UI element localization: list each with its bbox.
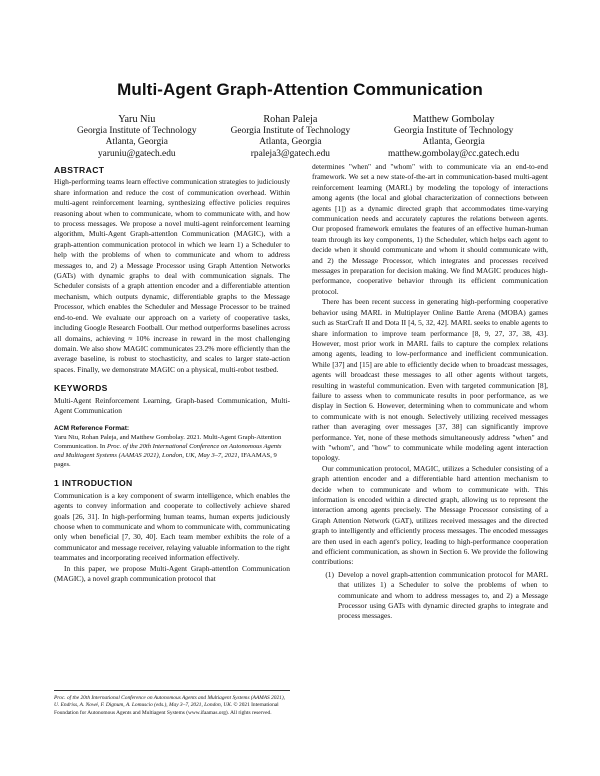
contribution-item <box>312 570 548 622</box>
contribution-text: Develop a novel graph-attention communication protocol for MARL that utilizes 1) a Scheduler to solve the problems of when to communicate and whom to address messages to, and 2) a Message Processor using GATs with dynamic directed graphs to integrate and process messages. <box>338 569 548 621</box>
author-location: Atlanta, Georgia <box>422 137 485 147</box>
author-affiliation: Georgia Institute of Technology <box>230 125 351 136</box>
abstract-text: High-performing teams learn effective communication strategies to judiciously share information and reduce the cost of communication overhead. Within multi-agent reinforcement learning, synthesizing effective policies requires reasoning about when to communicate, whom to communicate with, and how to process messages. We propose a novel multi-agent reinforcement learning algorithm, Multi-Agent Graph-attentIon Communication (MAGIC), with a graph-attention communication protocol in which we learn 1) a Scheduler to help with the problems of when to communicate and whom to address messages to, and 2) a Message Processor using Graph Attention Networks (GATs) with dynamic graphs to deal with communication signals. The Scheduler consists of a graph attention encoder and a differentiable attention mechanism, which outputs dynamic, differentiable graphs to the Message Processor, which enables the Scheduler and Message Processor to be trained end-to-end. We evaluate our approach on a variety of cooperative tasks, including Google Research Football. Our method outperforms baselines across all domains, achieving ≈ 10% increase in reward in the most challenging domain. We also show MAGIC communicates 23.2% more efficiently than the average baseline, is robust to stochasticity, and scales to larger state-action spaces. Finally, we demonstrate MAGIC on a physical, multi-robot testbed. <box>54 177 290 374</box>
left-column <box>54 165 290 584</box>
author-2 <box>214 114 368 160</box>
keywords-text: Multi-Agent Reinforcement Learning, Graph-based Communication, Multi-Agent Communication <box>54 395 290 415</box>
right-paragraph-3: Our communication protocol, MAGIC, utilizes a Scheduler consisting of a graph attention encoder and a differentiable hard attention mechanism to decide when to communicate and whom to communicate with. This information is encoded within a directed graph, allowing us to represent the interaction among agents precisely. The Message Processor consisting of a Graph Attention Network (GAT), utilizes received messages and the directed graph to intelligently and efficiently process messages. The encoded messages are then used in each agent's policy, leading to high-performance cooperation and efficient communication, as shown in Section 6. We provide the following contributions: <box>312 463 548 567</box>
author-3 <box>367 114 540 160</box>
intro-paragraph-2: In this paper, we propose Multi-Agent Graph-attentIon Communication (MAGIC), a novel graph communication protocol that <box>54 563 290 583</box>
author-1 <box>60 114 214 160</box>
author-email: matthew.gombolay@cc.gatech.edu <box>388 148 520 159</box>
author-block <box>60 114 540 160</box>
right-paragraph-2: There has been recent success in generating high-performing cooperative behavior using MARL in Multiplayer Online Battle Arena (MOBA) games such as StarCraft II and Dota II [4, 5, 32, 42]. MARL seeks to enable agents to share information to improve team performance [8, 9, 27, 37, 38, 43]. However, most prior work in MARL fails to capture the complex relations among agents, leading to low-performance and inefficient communication. While [37] and [15] are able to efficiently decide when to broadcast messages, agents will broadcast these messages to all other agents without targets, resulting in wasteful communication. Even with targeted communication [8], failure to assess when to communicate results in poor performance, as we display in Section 6. However, determining when to communicate and whom to communicate with is not enough. Selectively utilizing received messages rather than averaging over messages [37, 38] can significantly improve performance. Yet, none of these methods simultaneously address "when" and with "whom", and "how" to communicate while modeling agent interaction topology. <box>312 297 548 463</box>
author-location: Atlanta, Georgia <box>105 137 168 147</box>
acm-reference-heading: ACM Reference Format: <box>54 425 130 433</box>
right-paragraph-1: determines "when" and "whom" with to communicate via an end-to-end framework. We set a new state-of-the-art in communication-based multi-agent reinforcement learning (MARL) by modeling the topology of interactions among agents (the local and global characterization of connections between agents [1]) as a dynamic directed graph that accommodates time-varying communication needs and accurately captures the relations between agents. Our proposed framework emulates the features of an effective human-human team through its key components, 1) the Scheduler, which helps each agent to decide when it should communicate and whom it should communicate with, and 2) the Message Processor, which integrates and processes received messages in preparation for decision making. We find MAGIC produces high-performance, cooperative behavior through its efficient communication protocol. <box>312 162 548 296</box>
paper-title: Multi-Agent Graph-Attention Communication <box>117 80 483 99</box>
author-email: rpaleja3@gatech.edu <box>250 148 330 159</box>
contribution-number: (1) <box>325 569 334 579</box>
introduction-heading: 1 INTRODUCTION <box>54 478 133 489</box>
author-affiliation: Georgia Institute of Technology <box>77 125 197 136</box>
intro-paragraph-1: Communication is a key component of swarm intelligence, which enables the agents to convey information and cooperate to collectively achieve shared goals [26, 31]. In high-performing human teams, human experts judiciously choose when to communicate and whom to communicate with, communicating only when beneficial [7, 30, 40]. Each team member exhibits the role of a communicator and message receiver, relaying valuable information to the right teammates and incorporating received information effectively. <box>54 490 290 563</box>
keywords-heading: KEYWORDS <box>54 383 108 394</box>
author-affiliation: Georgia Institute of Technology <box>393 125 514 136</box>
abstract-heading: ABSTRACT <box>54 165 105 175</box>
author-email: yaruniu@gatech.edu <box>97 148 176 159</box>
author-location: Atlanta, Georgia <box>259 137 322 147</box>
author-name: Matthew Gombolay <box>412 114 495 125</box>
footnote-copyright: © 2021 International Foundation for Autonomous Agents and Multiagent Systems (www.ifaamas.org). All rights reserved. <box>54 702 279 716</box>
right-column <box>312 162 548 622</box>
author-name: Rohan Paleja <box>263 114 318 125</box>
footnote <box>54 690 290 717</box>
acm-reference-text: Yaru Niu, Rohan Paleja, and Matthew Gombolay. 2021. Multi-Agent Graph-Attention Communication. In Proc. of the 20th International Conference on Autonomous Agents and Multiagent Systems (AAMAS 2021), London, UK, May 3–7, 2021, IFAAMAS, 9 pages. <box>54 434 282 469</box>
author-name: Yaru Niu <box>118 114 156 125</box>
footnote-proceedings: Proc. of the 20th International Conference on Autonomous Agents and Multiagent Systems (AAMAS 2021), U. Endriss, A. Nowé, F. Dignum, A. Lomuscio (eds.), May 3–7, 2021, London, UK. <box>54 695 286 709</box>
